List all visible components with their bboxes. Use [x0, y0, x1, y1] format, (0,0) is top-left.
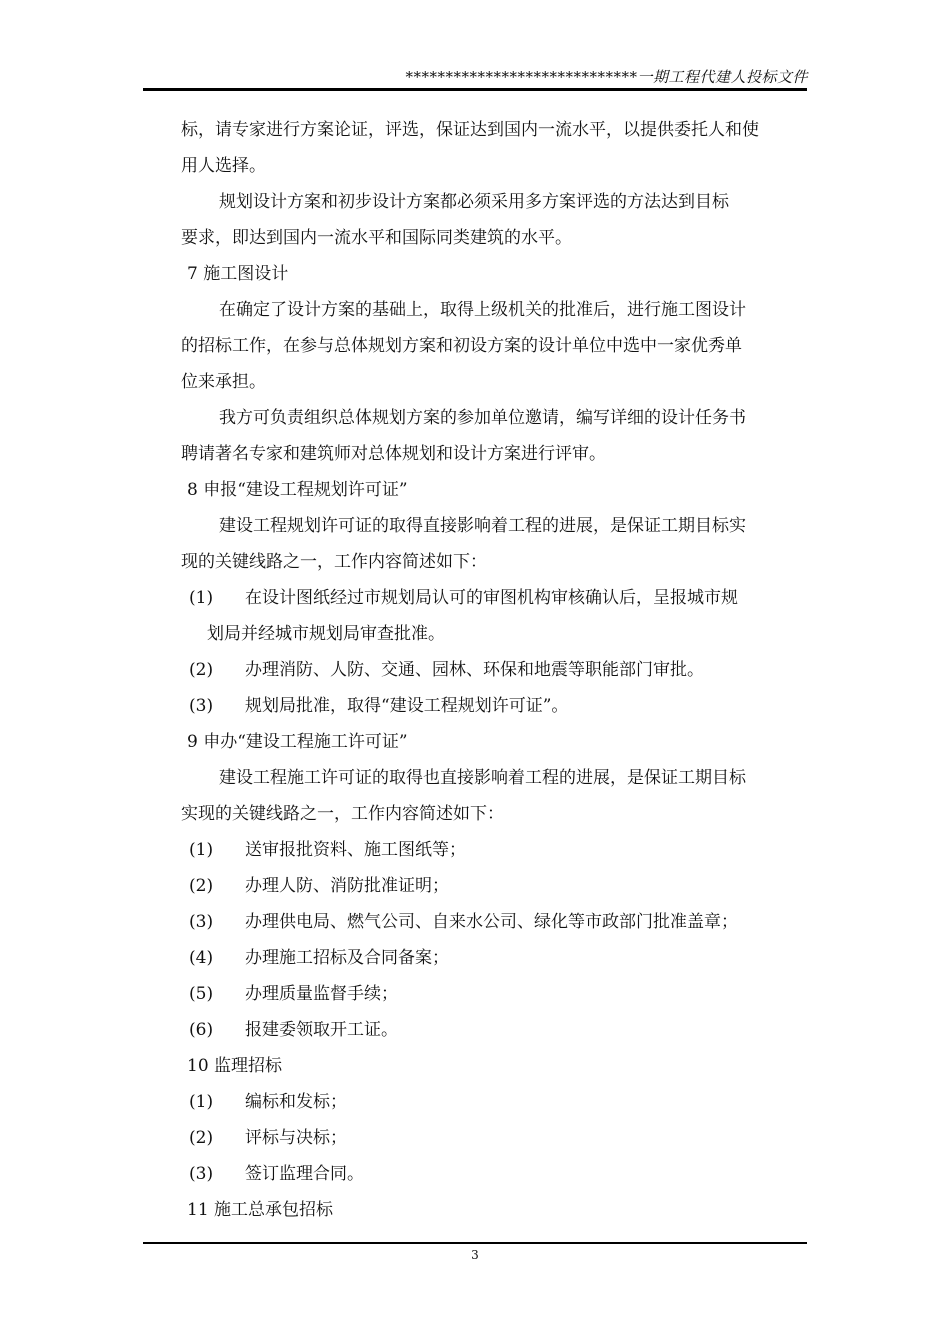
list-item-text: 办理质量监督手续；: [245, 984, 398, 1004]
list-item-text: 在设计图纸经过市规划局认可的审图机构审核确认后，呈报城市规: [245, 588, 738, 608]
list-item-text: 评标与决标；: [245, 1128, 347, 1148]
paragraph-line: 标，请专家进行方案论证，评选，保证达到国内一流水平，以提供委托人和使: [181, 120, 759, 140]
section-heading-11: 11 施工总承包招标: [187, 1200, 334, 1220]
section-heading-7: 7 施工图设计: [187, 264, 289, 284]
list-item-number: (2): [189, 660, 214, 680]
list-item-text: 办理人防、消防批准证明；: [245, 876, 449, 896]
list-item-number: (3): [189, 912, 214, 932]
list-item-text: 办理消防、人防、交通、园林、环保和地震等职能部门审批。: [245, 660, 704, 680]
paragraph-line: 的招标工作，在参与总体规划方案和初设方案的设计单位中选中一家优秀单: [181, 336, 742, 356]
page-header-title: *****************************一期工程代建人投标文件: [405, 68, 808, 86]
paragraph-line: 现的关键线路之一，工作内容简述如下：: [181, 552, 487, 572]
paragraph-line: 建设工程规划许可证的取得直接影响着工程的进展，是保证工期目标实: [219, 516, 746, 536]
list-item-number: (3): [189, 696, 214, 716]
list-item-number: (3): [189, 1164, 214, 1184]
list-item-text: 报建委领取开工证。: [245, 1020, 398, 1040]
list-item-text: 办理供电局、燃气公司、自来水公司、绿化等市政部门批准盖章；: [245, 912, 738, 932]
paragraph-line: 聘请著名专家和建筑师对总体规划和设计方案进行评审。: [181, 444, 606, 464]
list-item-number: (6): [189, 1020, 214, 1040]
list-item-text: 划局并经城市规划局审查批准。: [207, 624, 445, 644]
list-item-number: (2): [189, 876, 214, 896]
paragraph-line: 实现的关键线路之一，工作内容简述如下：: [181, 804, 504, 824]
paragraph-line: 用人选择。: [181, 156, 266, 176]
list-item-text: 签订监理合同。: [245, 1164, 364, 1184]
paragraph-line: 要求，即达到国内一流水平和国际同类建筑的水平。: [181, 228, 572, 248]
list-item-number: (1): [189, 1092, 214, 1112]
list-item-number: (1): [189, 588, 214, 608]
list-item-text: 规划局批准，取得“建设工程规划许可证”。: [245, 696, 569, 716]
list-item-text: 送审报批资料、施工图纸等；: [245, 840, 466, 860]
list-item-text: 办理施工招标及合同备案；: [245, 948, 449, 968]
list-item-number: (2): [189, 1128, 214, 1148]
list-item-number: (1): [189, 840, 214, 860]
list-item-text: 编标和发标；: [245, 1092, 347, 1112]
paragraph-line: 规划设计方案和初步设计方案都必须采用多方案评选的方法达到目标: [219, 192, 729, 212]
section-heading-9: 9 申办“建设工程施工许可证”: [187, 732, 408, 752]
list-item-number: (5): [189, 984, 214, 1004]
section-heading-8: 8 申报“建设工程规划许可证”: [187, 480, 408, 500]
paragraph-line: 我方可负责组织总体规划方案的参加单位邀请，编写详细的设计任务书: [219, 408, 746, 428]
paragraph-line: 在确定了设计方案的基础上，取得上级机关的批准后，进行施工图设计: [219, 300, 746, 320]
header-rule: [143, 88, 807, 91]
paragraph-line: 位来承担。: [181, 372, 266, 392]
section-heading-10: 10 监理招标: [187, 1056, 283, 1076]
page-number: 3: [471, 1248, 479, 1262]
footer-rule: [143, 1242, 807, 1244]
paragraph-line: 建设工程施工许可证的取得也直接影响着工程的进展，是保证工期目标: [219, 768, 746, 788]
list-item-number: (4): [189, 948, 214, 968]
